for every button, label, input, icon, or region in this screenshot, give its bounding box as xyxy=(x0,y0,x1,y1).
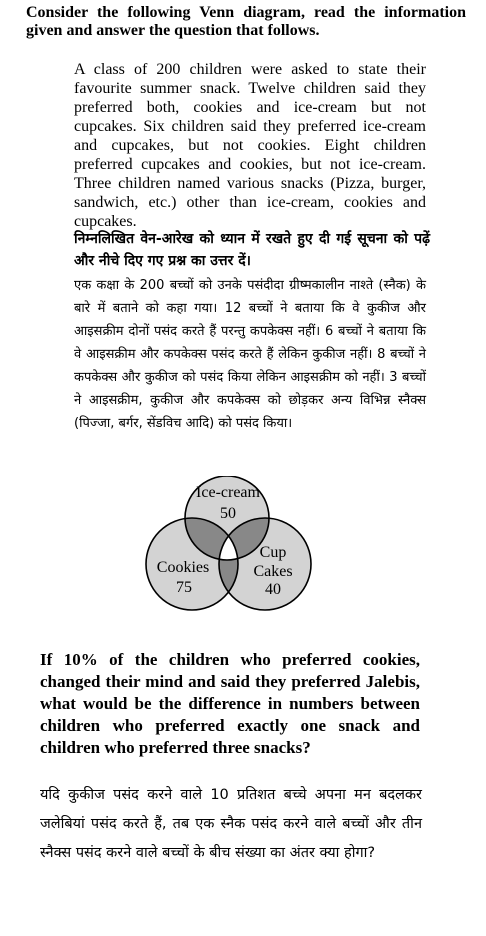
cookies-value: 75 xyxy=(176,579,192,596)
icecream-value: 50 xyxy=(220,505,236,522)
cupcakes-value: 40 xyxy=(265,581,281,598)
question-hi: यदि कुकीज पसंद करने वाले 10 प्रतिशत बच्चे अपना मन बदलकर जलेबियां पसंद करते हैं, तब एक स्नैक पसंद करने वाले बच्चों और तीन स्नैक्स पसंद करने वाले बच्चों के बीच संख्या का अंतर क्या होगा? xyxy=(40,787,422,861)
cupcakes-label-1: Cup xyxy=(259,544,287,561)
heading-hi: निम्नलिखित वेन-आरेख को ध्यान में रखते हुए दी गई सूचना को पढ़ें और नीचे दिए गए प्रश्न का उत्तर दें। xyxy=(74,231,430,269)
heading-en: Consider the following Venn diagram, read the information given and answer the question that follows. xyxy=(26,4,466,39)
question-en: If 10% of the children who preferred cookies, changed their mind and said they preferred Jalebis, what would be the difference in numbers between children who preferred exactly one snack and children who preferred three snacks? xyxy=(40,650,420,757)
passage-hi: एक कक्षा के 200 बच्चों को उनके पसंदीदा ग्रीष्मकालीन नाश्ते (स्नैक) के बारे में बताने को कहा गया। 12 बच्चों ने बताया कि वे कुकीज और आइसक्रीम दोनों पसंद करते हैं परन्तु कपकेक्स नहीं। 6 बच्चों ने बताया कि वे आइसक्रीम और कपकेक्स पसंद करते हैं लेकिन कुकीज नहीं। 8 बच्चों ने कपकेक्स और कुकीज को पसंद किया लेकिन आइसक्रीम को नहीं। 3 बच्चों ने आइसक्रीम, कुकीज और कपकेक्स को छोड़कर अन्य विभिन्न स्नैक्स (पिज्जा, बर्गर, सेंडविच आदि) को पसंद किया। xyxy=(74,278,426,431)
venn-diagram xyxy=(145,476,345,612)
cookies-label: Cookies xyxy=(156,559,210,576)
cupcakes-label-2: Cakes xyxy=(253,563,293,580)
passage-en: A class of 200 children were asked to state their favourite summer snack. Twelve children said they preferred both, cookies and ice-cream but not cupcakes. Six children said they preferred ice-cream and cupcakes, but not cookies. Eight children preferred cupcakes and cookies, but not ice-cream. Three children named various snacks (Pizza, burger, sandwich, etc.) other than ice-cream, cookies and cupcakes. xyxy=(74,61,426,230)
icecream-label: Ice-cream xyxy=(196,484,260,501)
